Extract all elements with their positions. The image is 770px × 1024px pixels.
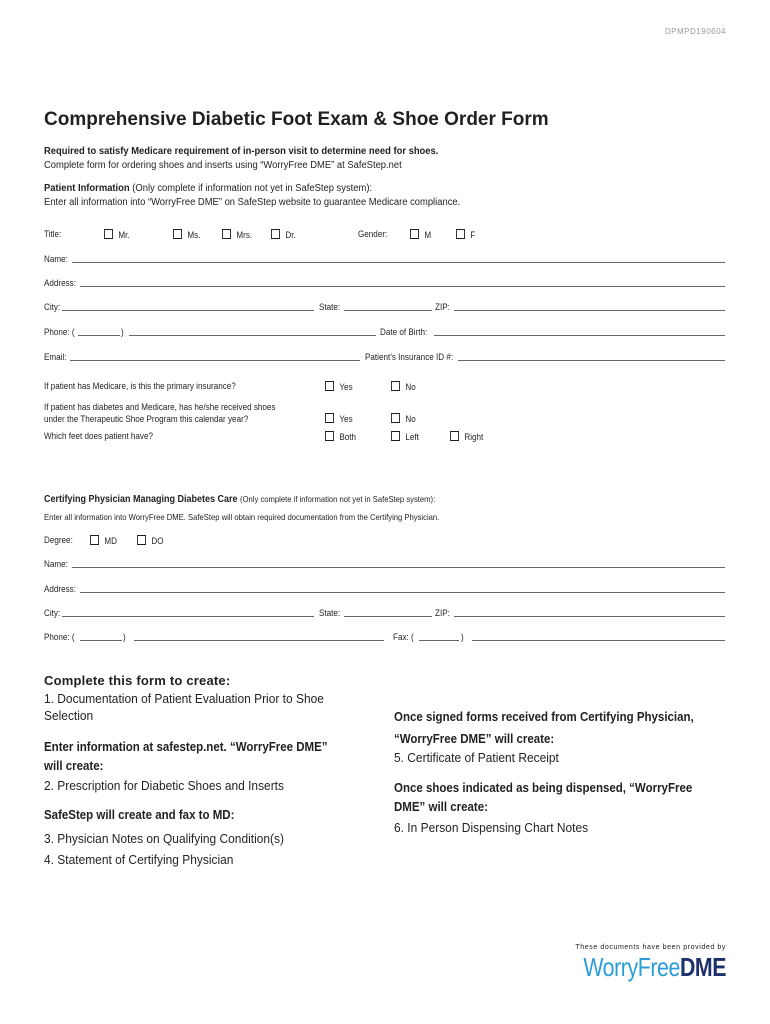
q1-yes-option[interactable]: Yes: [325, 381, 353, 392]
physician-city-label: City:: [44, 608, 61, 618]
feet-left-option[interactable]: Left: [391, 431, 419, 442]
physician-fax-label: Fax: (: [393, 632, 414, 642]
degree-md-option[interactable]: MD: [90, 535, 117, 546]
feet-right-option[interactable]: Right: [450, 431, 483, 442]
provided-by-text: These documents have been provided by: [575, 944, 726, 951]
enter-heading: Enter information at safestep.net. “WorryFree DME” will create:: [44, 740, 328, 773]
patient-email-label: Email:: [44, 352, 67, 362]
item-3: 3. Physician Notes on Qualifying Condition(s): [44, 831, 284, 846]
patient-dob-field[interactable]: [434, 335, 725, 336]
gender-m-option[interactable]: M: [410, 229, 431, 240]
signed-heading: Once signed forms received from Certifying Physician, “WorryFree DME” will create:: [394, 710, 694, 746]
degree-do-option[interactable]: DO: [137, 535, 164, 546]
patient-name-field[interactable]: [72, 262, 725, 263]
intro-text: [44, 145, 438, 173]
patient-zip-field[interactable]: [454, 310, 725, 311]
patient-phone-close: ): [121, 327, 124, 337]
physician-zip-field[interactable]: [454, 616, 725, 617]
patient-address-label: Address:: [44, 278, 76, 288]
checkbox[interactable]: [325, 381, 334, 391]
complete-heading: Complete this form to create:: [44, 673, 231, 688]
patient-name-label: Name:: [44, 254, 68, 264]
title-dr-option[interactable]: Dr.: [271, 229, 296, 240]
item-2: 2. Prescription for Diabetic Shoes and Inserts: [44, 778, 284, 793]
patient-zip-label: ZIP:: [435, 302, 450, 312]
q-feet: Which feet does patient have?: [44, 431, 153, 441]
physician-phone-area-field[interactable]: [80, 640, 122, 641]
worryfree-dme-logo: WorryFreeDME: [583, 952, 726, 982]
q-medicare-primary: If patient has Medicare, is this the primary insurance?: [44, 381, 236, 391]
patient-instruction: Enter all information into “WorryFree DME” on SafeStep website to guarantee Medicare compliance.: [44, 197, 461, 208]
physician-name-field[interactable]: [72, 567, 725, 568]
title-mrs-option[interactable]: Mrs.: [222, 229, 252, 240]
patient-insurance-field[interactable]: [458, 360, 725, 361]
physician-address-field[interactable]: [80, 592, 725, 593]
physician-zip-label: ZIP:: [435, 608, 450, 618]
patient-address-field[interactable]: [80, 286, 725, 287]
physician-fax-close: ): [461, 632, 464, 642]
patient-insurance-label: Patient’s Insurance ID #:: [365, 352, 454, 362]
intro-requirement: Required to satisfy Medicare requirement of in-person visit to determine need for shoes.: [44, 146, 439, 157]
gender-label: Gender:: [358, 229, 388, 239]
physician-heading: Certifying Physician Managing Diabetes Care: [44, 494, 238, 505]
patient-dob-label: Date of Birth:: [380, 327, 428, 337]
physician-fax-area-field[interactable]: [419, 640, 459, 641]
checkbox[interactable]: [137, 535, 146, 545]
patient-city-field[interactable]: [62, 310, 314, 311]
dispensed-heading: Once shoes indicated as being dispensed, “WorryFree DME” will create:: [394, 781, 693, 814]
checkbox[interactable]: [90, 535, 99, 545]
item-1: 1. Documentation of Patient Evaluation Prior to Shoe Selection: [44, 691, 324, 723]
safestep-heading: SafeStep will create and fax to MD:: [44, 808, 235, 822]
q2-no-option[interactable]: No: [391, 413, 416, 424]
patient-phone-field[interactable]: [129, 335, 376, 336]
patient-phone-label: Phone: (: [44, 327, 75, 337]
checkbox[interactable]: [450, 431, 459, 441]
q-shoes-received: If patient has diabetes and Medicare, has he/she received shoes under the Therapeutic Shoe Program this calendar year?: [44, 402, 276, 424]
checkbox[interactable]: [456, 229, 465, 239]
patient-phone-area-field[interactable]: [78, 335, 120, 336]
items-3-4: [44, 828, 284, 870]
title-label: Title:: [44, 229, 62, 239]
checkbox[interactable]: [410, 229, 419, 239]
title-mr-option[interactable]: Mr.: [104, 229, 130, 240]
physician-state-field[interactable]: [344, 616, 432, 617]
physician-state-label: State:: [319, 608, 341, 618]
patient-heading: Patient Information: [44, 183, 130, 194]
checkbox[interactable]: [104, 229, 113, 239]
degree-label: Degree:: [44, 535, 73, 545]
checkbox[interactable]: [325, 431, 334, 441]
checkbox[interactable]: [391, 381, 400, 391]
checkbox[interactable]: [325, 413, 334, 423]
patient-city-label: City:: [44, 302, 61, 312]
item-5: 5. Certificate of Patient Receipt: [394, 750, 559, 765]
physician-city-field[interactable]: [62, 616, 314, 617]
physician-instruction: Enter all information into WorryFree DME. SafeStep will obtain required documentation from the Certifying Physician.: [44, 512, 440, 522]
patient-state-field[interactable]: [344, 310, 432, 311]
q2-yes-option[interactable]: Yes: [325, 413, 353, 424]
q1-no-option[interactable]: No: [391, 381, 416, 392]
intro-instruction: Complete form for ordering shoes and inserts using “WorryFree DME” at SafeStep.net: [44, 160, 402, 171]
physician-name-label: Name:: [44, 559, 68, 569]
checkbox[interactable]: [391, 413, 400, 423]
page-title: Comprehensive Diabetic Foot Exam & Shoe Order Form: [44, 109, 549, 130]
physician-heading-note: (Only complete if information not yet in SafeStep system):: [240, 494, 436, 504]
patient-email-field[interactable]: [70, 360, 360, 361]
checkbox[interactable]: [271, 229, 280, 239]
checkbox[interactable]: [391, 431, 400, 441]
item-4: 4. Statement of Certifying Physician: [44, 852, 234, 867]
physician-fax-field[interactable]: [472, 640, 725, 641]
physician-address-label: Address:: [44, 584, 76, 594]
checkbox[interactable]: [222, 229, 231, 239]
patient-heading-note: (Only complete if information not yet in SafeStep system):: [132, 183, 373, 194]
checkbox[interactable]: [173, 229, 182, 239]
title-ms-option[interactable]: Ms.: [173, 229, 200, 240]
physician-header: [44, 494, 435, 505]
physician-phone-label: Phone: (: [44, 632, 75, 642]
physician-phone-close: ): [123, 632, 126, 642]
gender-f-option[interactable]: F: [456, 229, 475, 240]
physician-phone-field[interactable]: [134, 640, 384, 641]
form-code: DPMPD190604: [664, 27, 726, 36]
patient-info-header: [44, 182, 460, 210]
patient-state-label: State:: [319, 302, 341, 312]
item-6: 6. In Person Dispensing Chart Notes: [394, 820, 589, 835]
feet-both-option[interactable]: Both: [325, 431, 356, 442]
